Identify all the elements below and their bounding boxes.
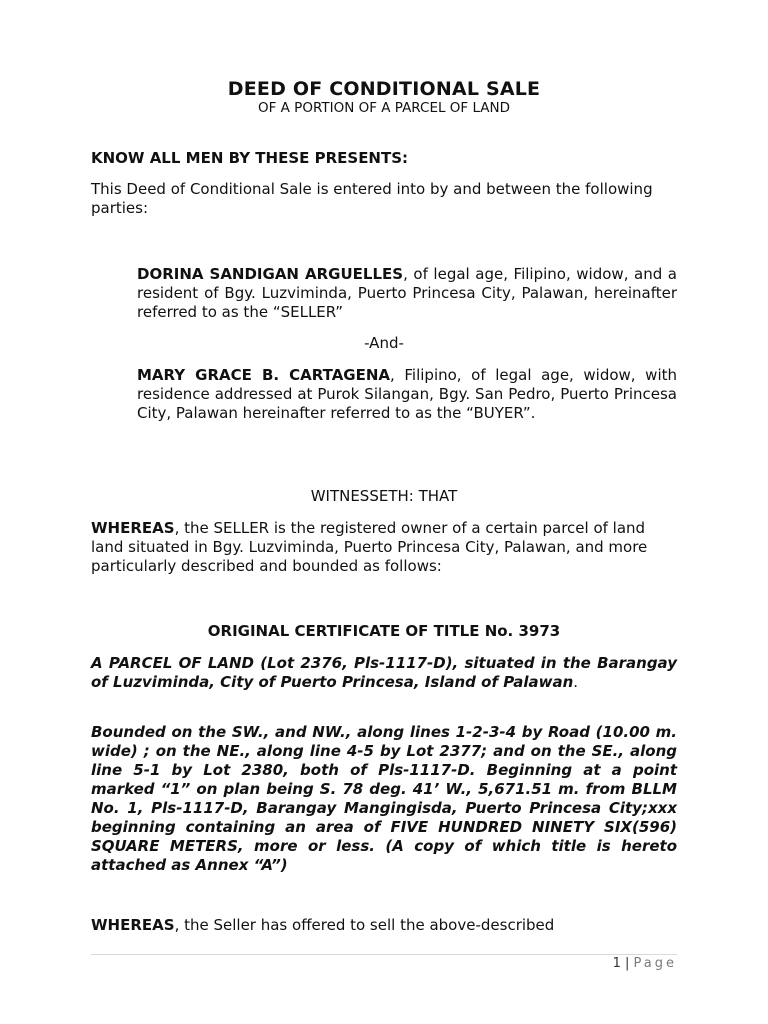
parcel-text: A PARCEL OF LAND (Lot 2376, Pls-1117-D), situated in the Barangay of Luzviminda, City of Puerto Princesa, Island of Palawan	[91, 654, 677, 691]
whereas-paragraph-1	[91, 519, 677, 576]
page-label: Page	[633, 956, 677, 971]
and-separator: -And-	[364, 334, 404, 352]
whereas-text-2: , the Seller has offered to sell the above-described	[174, 916, 555, 934]
certificate-heading: ORIGINAL CERTIFICATE OF TITLE No. 3973	[207, 622, 561, 640]
seller-name: DORINA SANDIGAN ARGUELLES	[137, 265, 404, 283]
intro-paragraph: This Deed of Conditional Sale is entered into by and between the following parties:	[91, 180, 653, 217]
whereas-label-1: WHEREAS	[91, 519, 175, 537]
witnesseth-heading: WITNESSETH: THAT	[310, 487, 458, 505]
document-subtitle: OF A PORTION OF A PARCEL OF LAND	[257, 100, 511, 116]
page-number: 1	[612, 956, 621, 971]
bounds-description: Bounded on the SW., and NW., along lines 1-2-3-4 by Road (10.00 m. wide) ; on the NE., along line 4-5 by Lot 2377; and on the SE., along line 5-1 by Lot 2380, both of Pls-1117-D. Beginning at a point marked “1” on plan being S. 78 deg. 41’ W., 5,671.51 m. from BLLM No. 1, Pls-1117-D, Barangay Mangingisda, Puerto Princesa City;xxx beginning containing an area of FIVE HUNDRED NINETY SIX(596) SQUARE METERS, more or less. (A copy of which title is hereto attached as Annex “A”)	[91, 723, 677, 874]
buyer-description: , Filipino, of legal age, widow, with residence addressed at Purok Silangan, Bgy. San Pedro, Puerto Princesa City, Palawan hereinafter referred to as the “BUYER”.	[137, 366, 677, 422]
parcel-description	[91, 654, 677, 692]
buyer-name: MARY GRACE B. CARTAGENA	[137, 366, 391, 384]
document-title: DEED OF CONDITIONAL SALE	[227, 78, 541, 100]
buyer-paragraph	[137, 366, 677, 423]
opening-heading: KNOW ALL MEN BY THESE PRESENTS:	[91, 149, 409, 167]
seller-paragraph	[137, 265, 677, 322]
footer-separator: |	[620, 956, 634, 971]
page-footer	[613, 956, 677, 971]
seller-description: , of legal age, Filipino, widow, and a resident of Bgy. Luzviminda, Puerto Princesa City, Palawan, hereinafter referred to as the “SELLER”	[137, 265, 677, 321]
whereas-label-2: WHEREAS	[91, 916, 175, 934]
footer-divider	[91, 954, 677, 955]
whereas-paragraph-2	[91, 916, 677, 935]
parcel-period: .	[573, 673, 579, 691]
whereas-text-1: , the SELLER is the registered owner of a certain parcel of land land situated in Bgy. Luzviminda, Puerto Princesa City, Palawan, and more particularly described and bounded as follows:	[91, 519, 648, 575]
